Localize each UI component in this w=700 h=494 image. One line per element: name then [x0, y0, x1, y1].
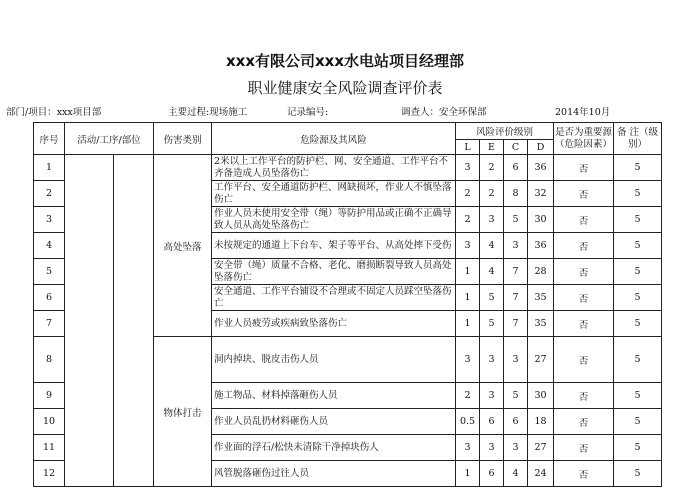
form-title: 职业健康安全风险调查评价表 — [247, 79, 443, 97]
value-L: 3 — [456, 435, 480, 461]
value-L: 1 — [456, 461, 480, 487]
header-C: C — [504, 140, 528, 155]
row-no: 5 — [34, 259, 65, 285]
hazard-description: 安全带（绳）质量不合格、老化、磨损断裂导致人员高处坠落伤亡 — [212, 259, 456, 285]
value-remark: 5 — [614, 409, 662, 435]
value-remark: 5 — [614, 207, 662, 233]
value-D: 27 — [528, 337, 554, 383]
header-remark: 备 注（级别） — [614, 123, 662, 155]
hazard-description: 作业人员未使用安全带（绳）等防护用品或正确不正确导致人员从高处坠落伤亡 — [212, 207, 456, 233]
value-L: 3 — [456, 233, 480, 259]
table-row — [34, 155, 662, 181]
value-D: 30 — [528, 383, 554, 409]
hazard-description: 施工物品、材料掉落砸伤人员 — [212, 383, 456, 409]
meta-process: 主要过程:现场施工 — [168, 107, 248, 118]
value-D: 30 — [528, 207, 554, 233]
value-D: 35 — [528, 311, 554, 337]
value-L: 2 — [456, 181, 480, 207]
row-no: 12 — [34, 461, 65, 487]
value-D: 32 — [528, 181, 554, 207]
hazard-description: 洞内掉块、脱皮击伤人员 — [212, 337, 456, 383]
header-hazard: 危险源及其风险 — [212, 123, 456, 155]
row-no: 7 — [34, 311, 65, 337]
value-D: 18 — [528, 409, 554, 435]
value-D: 24 — [528, 461, 554, 487]
value-major: 否 — [554, 383, 614, 409]
meta-record-no: 记录编号: — [287, 107, 329, 118]
value-major: 否 — [554, 461, 614, 487]
value-major: 否 — [554, 233, 614, 259]
hazard-description: 安全通道、工作平台铺设不合理或不固定人员踩空坠落伤亡 — [212, 285, 456, 311]
value-major: 否 — [554, 207, 614, 233]
header-L: L — [456, 140, 480, 155]
value-L: 3 — [456, 155, 480, 181]
value-L: 2 — [456, 207, 480, 233]
activity-cell — [65, 155, 154, 487]
value-E: 6 — [480, 461, 504, 487]
value-E: 4 — [480, 233, 504, 259]
value-L: 1 — [456, 285, 480, 311]
value-remark: 5 — [614, 285, 662, 311]
hazard-description: 未按规定的通道上下台车、架子等平台、从高处摔下受伤 — [212, 233, 456, 259]
value-E: 6 — [480, 409, 504, 435]
value-remark: 5 — [614, 233, 662, 259]
value-major: 否 — [554, 259, 614, 285]
header-major-source: 是否为重要源（危险因素） — [554, 123, 614, 155]
value-remark: 5 — [614, 181, 662, 207]
value-L: 1 — [456, 259, 480, 285]
hazard-description: 2米以上工作平台的防护栏、网、安全通道、工作平台不齐备造成人员坠落伤亡 — [212, 155, 456, 181]
value-E: 3 — [480, 435, 504, 461]
value-major: 否 — [554, 409, 614, 435]
meta-dept: 部门/项目：xxx项目部 — [6, 107, 102, 118]
value-E: 3 — [480, 337, 504, 383]
header-E: E — [480, 140, 504, 155]
value-D: 36 — [528, 233, 554, 259]
value-major: 否 — [554, 435, 614, 461]
value-L: 0.5 — [456, 409, 480, 435]
row-no: 6 — [34, 285, 65, 311]
value-remark: 5 — [614, 337, 662, 383]
meta-date: 2014年10月 — [555, 107, 611, 118]
value-C: 5 — [504, 207, 528, 233]
value-D: 36 — [528, 155, 554, 181]
header-activity: 活动/工序/部位 — [65, 123, 154, 155]
value-D: 35 — [528, 285, 554, 311]
value-E: 3 — [480, 383, 504, 409]
value-major: 否 — [554, 311, 614, 337]
value-L: 2 — [456, 383, 480, 409]
value-major: 否 — [554, 181, 614, 207]
header-hazard-type: 伤害类别 — [154, 123, 212, 155]
value-C: 6 — [504, 155, 528, 181]
hazard-description: 作业面的浮石/松快未清除干净掉块伤人 — [212, 435, 456, 461]
value-E: 2 — [480, 155, 504, 181]
group-hazard-type: 高处坠落 — [154, 155, 212, 337]
risk-table — [33, 122, 662, 487]
value-E: 5 — [480, 311, 504, 337]
value-C: 7 — [504, 285, 528, 311]
value-C: 5 — [504, 383, 528, 409]
row-no: 1 — [34, 155, 65, 181]
value-C: 3 — [504, 337, 528, 383]
value-E: 5 — [480, 285, 504, 311]
hazard-description: 作业人员乱扔材料砸伤人员 — [212, 409, 456, 435]
value-major: 否 — [554, 285, 614, 311]
value-C: 6 — [504, 409, 528, 435]
value-remark: 5 — [614, 461, 662, 487]
value-E: 2 — [480, 181, 504, 207]
value-C: 7 — [504, 311, 528, 337]
value-E: 4 — [480, 259, 504, 285]
meta-investigator: 调查人：安全环保部 — [401, 107, 487, 118]
group-hazard-type: 物体打击 — [154, 337, 212, 487]
header-eval-group: 风险评价级别 — [456, 123, 554, 140]
value-remark: 5 — [614, 311, 662, 337]
value-C: 4 — [504, 461, 528, 487]
value-C: 3 — [504, 435, 528, 461]
header-D: D — [528, 140, 554, 155]
value-D: 27 — [528, 435, 554, 461]
hazard-description: 工作平台、安全通道防护栏、网缺损坏，作业人不慎坠落伤亡 — [212, 181, 456, 207]
header-no: 序号 — [34, 123, 65, 155]
value-major: 否 — [554, 337, 614, 383]
row-no: 2 — [34, 181, 65, 207]
row-no: 8 — [34, 337, 65, 383]
hazard-description: 风管脱落砸伤过往人员 — [212, 461, 456, 487]
activity-divider — [113, 155, 114, 486]
value-C: 8 — [504, 181, 528, 207]
value-L: 3 — [456, 337, 480, 383]
value-L: 1 — [456, 311, 480, 337]
company-title: xxx有限公司xxx水电站项目经理部 — [225, 52, 465, 70]
value-remark: 5 — [614, 259, 662, 285]
row-no: 11 — [34, 435, 65, 461]
value-major: 否 — [554, 155, 614, 181]
row-no: 3 — [34, 207, 65, 233]
value-remark: 5 — [614, 435, 662, 461]
hazard-description: 作业人员疲劳或疾病致坠落伤亡 — [212, 311, 456, 337]
row-no: 4 — [34, 233, 65, 259]
value-C: 7 — [504, 259, 528, 285]
value-remark: 5 — [614, 383, 662, 409]
value-remark: 5 — [614, 155, 662, 181]
value-C: 3 — [504, 233, 528, 259]
value-E: 3 — [480, 207, 504, 233]
value-D: 28 — [528, 259, 554, 285]
row-no: 10 — [34, 409, 65, 435]
row-no: 9 — [34, 383, 65, 409]
